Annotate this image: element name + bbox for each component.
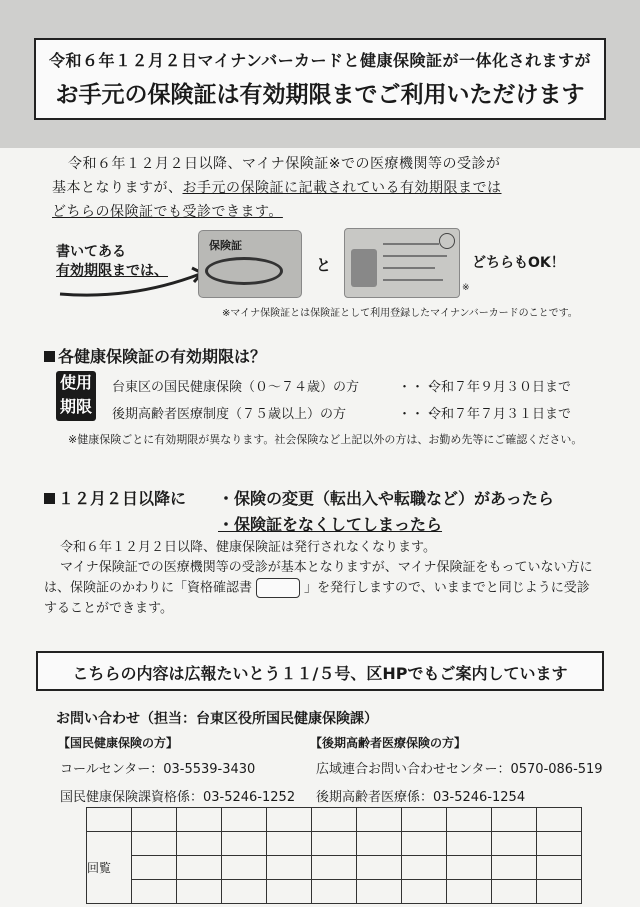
- validity-note: ※健康保険ごとに有効期限が異なります。社会保険など上記以外の方は、お勤め先等にご確認ください。: [68, 433, 583, 446]
- circulation-stamp-table: [86, 807, 582, 904]
- heading-square-icon: [44, 493, 55, 504]
- elderly-heading: 【後期高齢者医療保険の方】: [310, 736, 467, 750]
- bullet-lost-card: ・保険証をなくしてしまったら: [218, 515, 443, 534]
- elderly-medical-section: 後期高齢者医療係：03-5246-1254: [316, 790, 526, 805]
- hp-notice-box: [36, 651, 604, 691]
- usage-period-badge: [56, 371, 96, 421]
- both-ok-text: どちらもOK！: [472, 255, 565, 271]
- intro-line-1: 令和６年１２月２日以降、マイナ保険証※での医療機関等の受診が: [68, 156, 501, 172]
- card-label: 保険証: [209, 239, 242, 252]
- intro-paragraph: [52, 152, 602, 224]
- certificate-card-icon: [256, 578, 300, 598]
- callout-line-1: 書いてある: [56, 244, 126, 260]
- nhi-heading: 【国民健康保険の方】: [58, 736, 179, 750]
- callout-line-2: 有効期限までは、: [56, 263, 168, 279]
- after-line-1: 令和６年１２月２日以降、健康保険証は発行されなくなります。: [60, 540, 436, 555]
- after-heading-text: １２月２日以降に: [58, 489, 187, 508]
- asterisk-mark: ※: [462, 283, 470, 293]
- after-line-3b: 」を発行しますので、いままでと同じように受診: [304, 580, 590, 596]
- validity-row-1-date: 令和７年９月３０日まで: [428, 380, 572, 395]
- validity-heading: [44, 344, 266, 367]
- validity-row-2-label: 後期高齢者医療制度（７５歳以上）の方: [112, 407, 347, 422]
- validity-row-2-dots: ・・・: [398, 407, 438, 422]
- intro-line-3: どちらの保険証でも受診できます。: [52, 204, 283, 220]
- card-emblem-icon: [439, 233, 455, 249]
- portrait-photo: [351, 249, 377, 287]
- circulation-label: 回覧: [87, 832, 132, 904]
- after-paragraph: [44, 538, 604, 619]
- contact-title: お問い合わせ（担当：台東区役所国民健康保険課）: [56, 711, 378, 727]
- after-line-2: マイナ保険証での医療機関等の受診が基本となりますが、マイナ保険証をもっていない方に: [60, 560, 593, 575]
- badge-line-1: 使用: [59, 373, 92, 392]
- intro-line-2-plain: 基本となりますが、: [52, 180, 183, 196]
- and-text: と: [316, 256, 332, 274]
- intro-line-2-underlined: お手元の保険証に記載されている有効期限までは: [182, 180, 502, 196]
- header-subtitle: 令和６年１２月２日マイナンバーカードと健康保険証が一体化されますが: [49, 51, 591, 70]
- after-dec2-heading: [44, 486, 186, 509]
- header-title: お手元の保険証は有効期限までご利用いただけます: [55, 82, 585, 108]
- after-line-3a: は、保険証のかわりに「資格確認書: [44, 580, 253, 596]
- health-insurance-card-image: [198, 230, 302, 298]
- nhi-call-center: コールセンター：03-5539-3430: [60, 762, 256, 777]
- mynumber-note: ※マイナ保険証とは保険証として利用登録したマイナンバーカードのことです。: [222, 308, 578, 319]
- after-line-3: [44, 578, 604, 599]
- heading-square-icon: [44, 351, 55, 362]
- bullet-insurance-change: ・保険の変更（転出入や転職など）があったら: [218, 489, 554, 508]
- title-box: [34, 38, 606, 120]
- validity-row-2-date: 令和７年７月３１日まで: [428, 407, 572, 422]
- intro-line-2: [52, 176, 602, 200]
- elderly-union-center: 広域連合お問い合わせセンター：0570-086-519: [316, 762, 603, 777]
- nhi-eligibility-section: 国民健康保険課資格係：03-5246-1252: [60, 790, 296, 805]
- badge-line-2: 期限: [59, 397, 92, 416]
- validity-heading-text: 各健康保険証の有効期限は？: [58, 347, 267, 366]
- expiry-highlight-oval: [205, 257, 283, 285]
- after-line-4: することができます。: [44, 600, 173, 616]
- curved-arrow-icon: [52, 252, 212, 302]
- validity-row-1-label: 台東区の国民健康保険（０～７４歳）の方: [112, 380, 360, 395]
- validity-row-1-dots: ・・・: [398, 380, 438, 395]
- hp-notice-text: こちらの内容は広報たいとう１１/５号、区HPでもご案内しています: [72, 664, 568, 683]
- my-number-card-image: [344, 228, 460, 298]
